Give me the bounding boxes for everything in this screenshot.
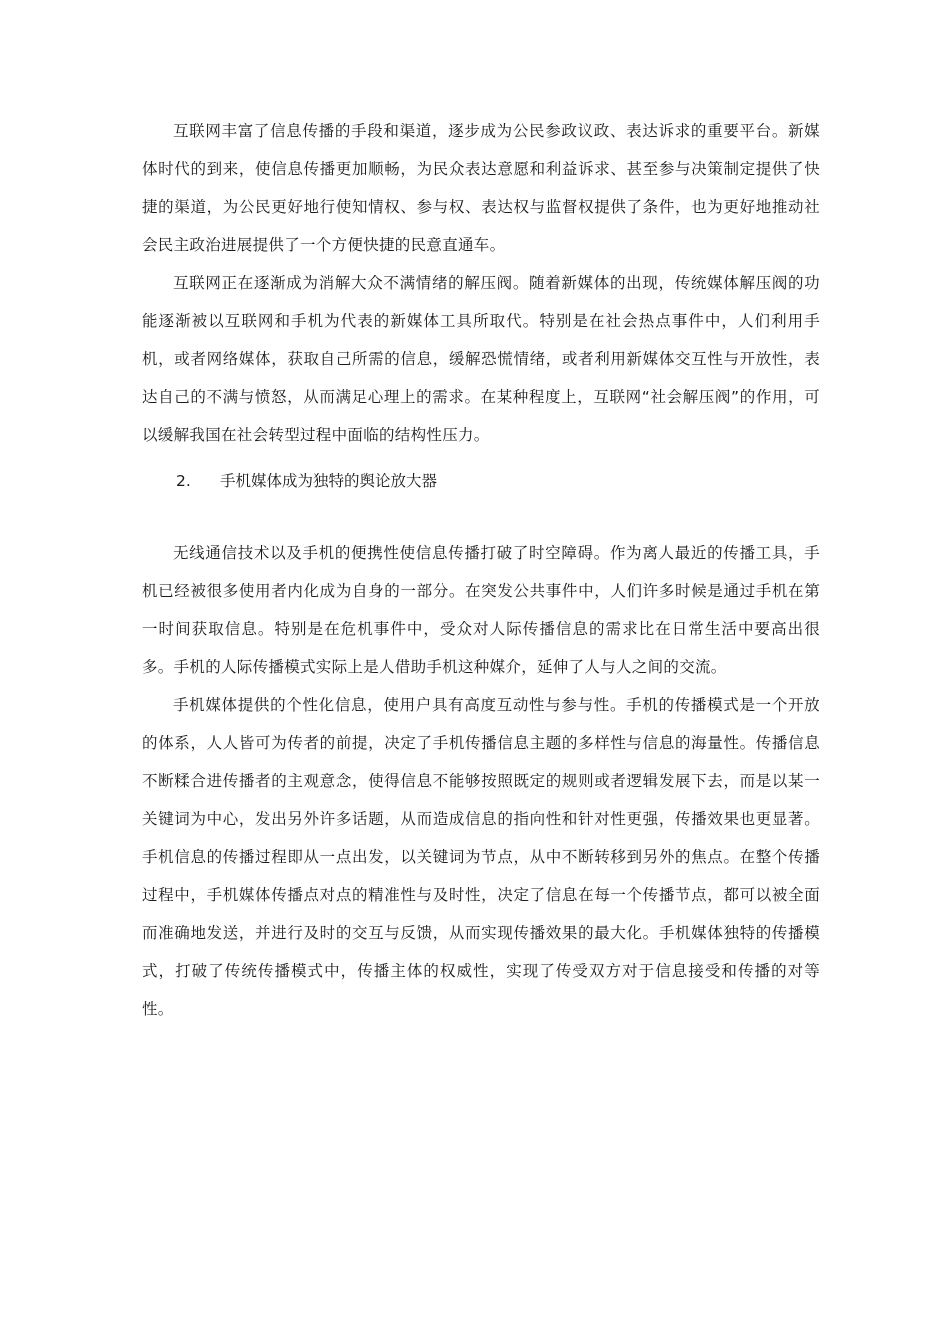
- paragraph-3: 无线通信技术以及手机的便携性使信息传播打破了时空障碍。作为离人最近的传播工具，手机已经被很多使用者内化成为自身的一部分。在突发公共事件中，人们许多时候是通过手机在第一时间获取信息。特别是在危机事件中，受众对人际传播信息的需求比在日常生活中要高出很多。手机的人际传播模式实际上是人借助手机这种媒介，延伸了人与人之间的交流。: [142, 544, 820, 676]
- paragraph-2: 互联网正在逐渐成为消解大众不满情绪的解压阀。随着新媒体的出现，传统媒体解压阀的功能逐渐被以互联网和手机为代表的新媒体工具所取代。特别是在社会热点事件中，人们利用手机，或者网络媒体，获取自己所需的信息，缓解恐慌情绪，或者利用新媒体交互性与开放性，表达自己的不满与愤怒，从而满足心理上的需求。在某种程度上，互联网“社会解压阀”的作用，可以缓解我国在社会转型过程中面临的结构性压力。: [142, 274, 820, 444]
- section-heading: [142, 462, 820, 500]
- paragraph-4: 手机媒体提供的个性化信息，使用户具有高度互动性与参与性。手机的传播模式是一个开放的体系，人人皆可为传者的前提，决定了手机传播信息主题的多样性与信息的海量性。传播信息不断糅合进传播者的主观意念，使得信息不能够按照既定的规则或者逻辑发展下去，而是以某一关键词为中心，发出另外许多话题，从而造成信息的指向性和针对性更强，传播效果也更显著。手机信息的传播过程即从一点出发，以关键词为节点，从中不断转移到另外的焦点。在整个传播过程中，手机媒体传播点对点的精准性与及时性，决定了信息在每一个传播节点，都可以被全面而准确地发送，并进行及时的交互与反馈，从而实现传播效果的最大化。手机媒体独特的传播模式，打破了传统传播模式中，传播主体的权威性，实现了传受双方对于信息接受和传播的对等性。: [142, 696, 820, 1018]
- paragraph-1: 互联网丰富了信息传播的手段和渠道，逐步成为公民参政议政、表达诉求的重要平台。新媒体时代的到来，使信息传播更加顺畅，为民众表达意愿和利益诉求、甚至参与决策制定提供了快捷的渠道，为公民更好地行使知情权、参与权、表达权与监督权提供了条件，也为更好地推动社会民主政治进展提供了一个方便快捷的民意直通车。: [142, 122, 820, 254]
- section-number: 2.: [176, 472, 191, 490]
- section-title: 手机媒体成为独特的舆论放大器: [220, 472, 438, 490]
